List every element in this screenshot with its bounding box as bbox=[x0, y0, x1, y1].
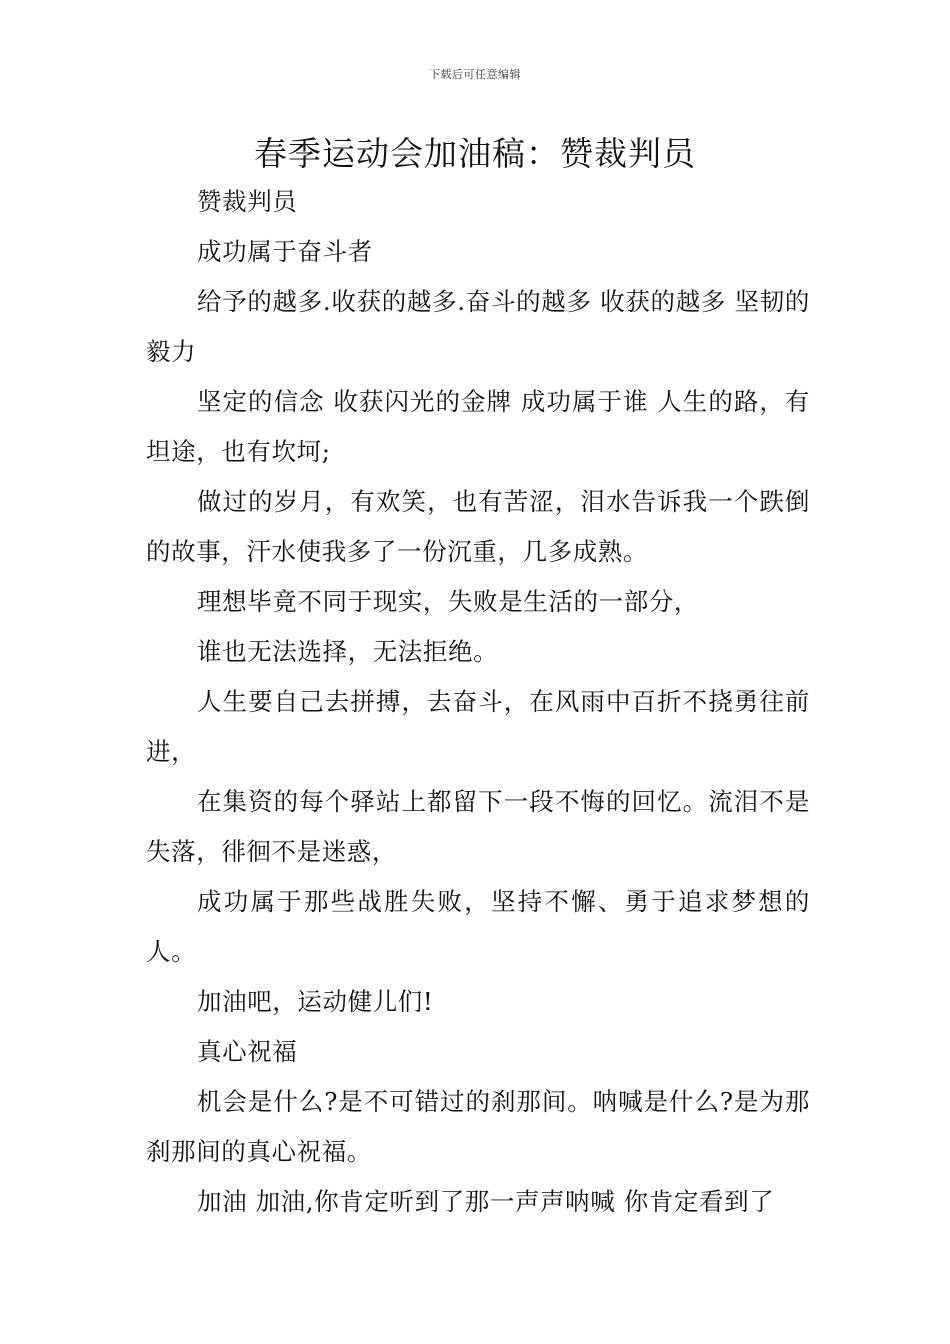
paragraph: 成功属于那些战胜失败，坚持不懈、勇于追求梦想的人。 bbox=[146, 887, 810, 966]
paragraph: 谁也无法选择，无法拒绝。 bbox=[197, 637, 499, 666]
paragraph: 成功属于奋斗者 bbox=[197, 237, 373, 266]
document-title: 春季运动会加油稿：赞裁判员 bbox=[254, 134, 696, 173]
paragraph: 做过的岁月，有欢笑，也有苦涩，泪水告诉我一个跌倒的故事，汗水使我多了一份沉重，几多成熟。 bbox=[146, 487, 810, 566]
paragraph: 赞裁判员 bbox=[197, 187, 298, 216]
paragraph: 加油吧，运动健儿们! bbox=[197, 987, 434, 1016]
paragraph: 坚定的信念 收获闪光的金牌 成功属于谁 人生的路，有坦途，也有坎坷; bbox=[146, 387, 810, 466]
paragraph: 加油 加油,你肯定听到了那一声声呐喊 你肯定看到了 bbox=[197, 1187, 775, 1216]
paragraph: 理想毕竟不同于现实，失败是生活的一部分， bbox=[197, 587, 699, 616]
paragraph: 在集资的每个驿站上都留下一段不悔的回忆。流泪不是失落，徘徊不是迷惑， bbox=[146, 787, 810, 866]
paragraph: 人生要自己去拼搏，去奋斗，在风雨中百折不挠勇往前进， bbox=[146, 687, 810, 766]
header-note: 下载后可任意编辑 bbox=[429, 68, 521, 81]
paragraph: 真心祝福 bbox=[197, 1037, 298, 1066]
paragraph: 给予的越多.收获的越多.奋斗的越多 收获的越多 坚韧的毅力 bbox=[146, 287, 810, 366]
paragraph: 机会是什么?是不可错过的刹那间。呐喊是什么?是为那刹那间的真心祝福。 bbox=[146, 1087, 810, 1166]
document-body bbox=[146, 177, 810, 1227]
